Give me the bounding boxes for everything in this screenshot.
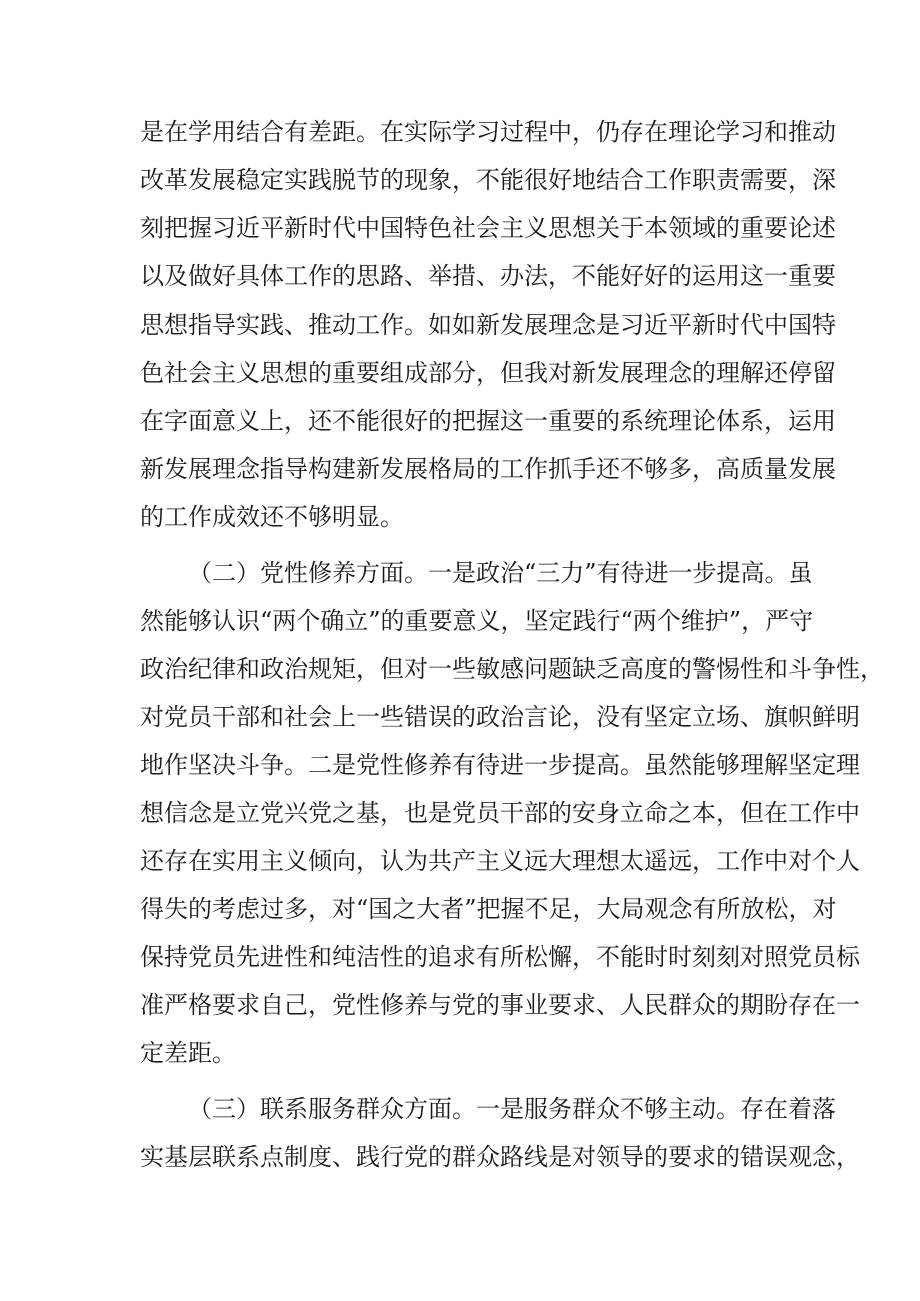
text-line: 地作坚决斗争。二是党性修养有待进一步提高。虽然能够理解坚定理	[140, 751, 860, 779]
text-line: 政治纪律和政治规矩，但对一些敏感问题缺乏高度的警惕性和斗争性，	[140, 655, 884, 683]
text-line: 以及做好具体工作的思路、举措、办法，不能好好的运用这一重要	[140, 262, 836, 290]
text-line: 刻把握习近平新时代中国特色社会主义思想关于本领域的重要论述	[140, 214, 836, 242]
text-line: 新发展理念指导构建新发展格局的工作抓手还不够多，高质量发展	[140, 455, 836, 483]
text-line: 然能够认识“两个确立”的重要意义，坚定践行“两个维护”，严守	[140, 607, 814, 635]
text-line: 定差距。	[140, 1039, 236, 1067]
text-line: 对党员干部和社会上一些错误的政治言论，没有坚定立场、旗帜鲜明	[140, 703, 860, 731]
paragraph-heading-line: （三）联系服务群众方面。一是服务群众不够主动。存在着落	[188, 1095, 836, 1123]
text-line: 准严格要求自己，党性修养与党的事业要求、人民群众的期盼存在一	[140, 991, 860, 1019]
text-line: 色社会主义思想的重要组成部分，但我对新发展理念的理解还停留	[140, 359, 836, 387]
text-line: 思想指导实践、推动工作。如如新发展理念是习近平新时代中国特	[140, 311, 836, 339]
paragraph-heading-line: （二）党性修养方面。一是政治“三力”有待进一步提高。虽	[188, 559, 813, 587]
text-line: 实基层联系点制度、践行党的群众路线是对领导的要求的错误观念，	[140, 1143, 860, 1171]
text-line: 还存在实用主义倾向，认为共产主义远大理想太遥远，工作中对个人	[140, 847, 860, 875]
text-line: 想信念是立党兴党之基，也是党员干部的安身立命之本，但在工作中	[140, 799, 860, 827]
text-line: 改革发展稳定实践脱节的现象，不能很好地结合工作职责需要，深	[140, 166, 836, 194]
text-line: 在字面意义上，还不能很好的把握这一重要的系统理论体系，运用	[140, 407, 836, 435]
text-line: 保持党员先进性和纯洁性的追求有所松懈，不能时时刻刻对照党员标	[140, 943, 860, 971]
text-line: 是在学用结合有差距。在实际学习过程中，仍存在理论学习和推动	[140, 118, 836, 146]
text-line: 的工作成效还不够明显。	[140, 503, 404, 531]
text-line: 得失的考虑过多，对“国之大者”把握不足，大局观念有所放松，对	[140, 895, 837, 923]
